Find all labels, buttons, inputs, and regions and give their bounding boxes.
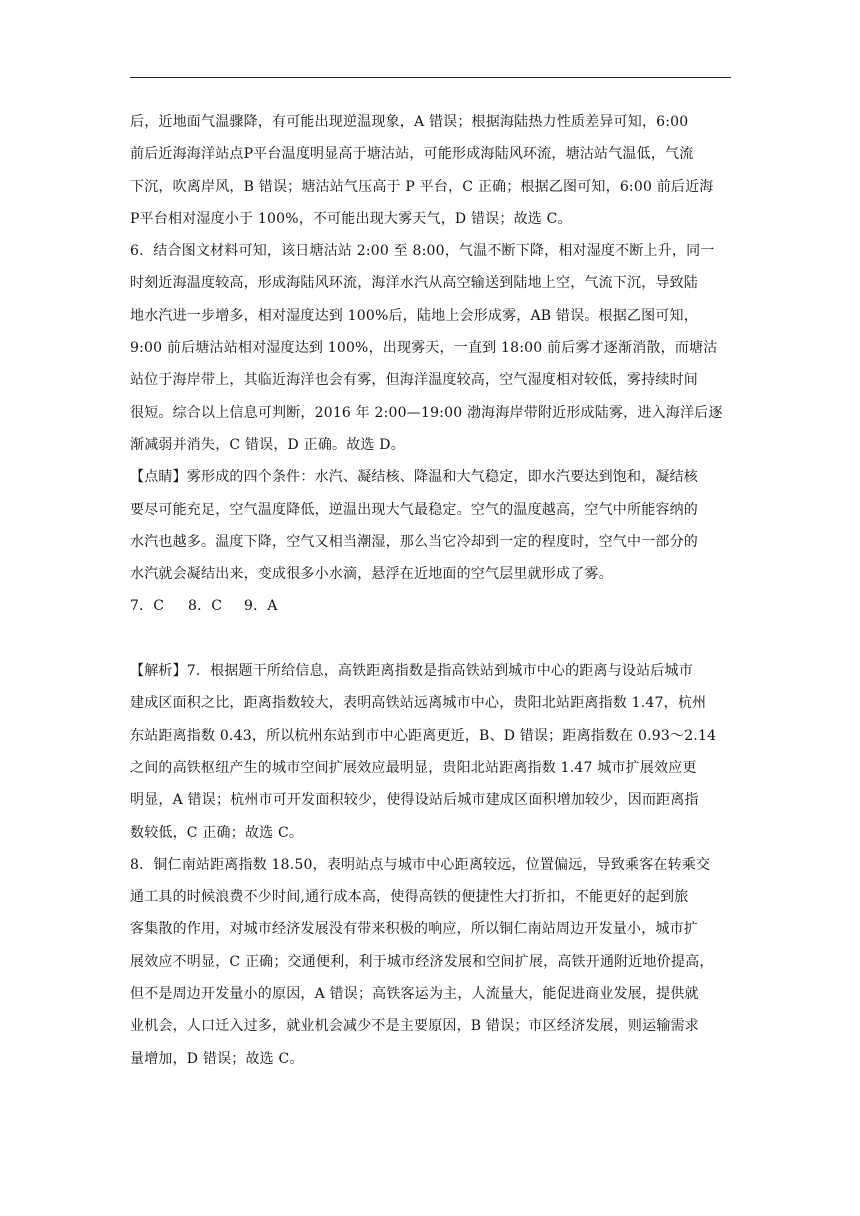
paragraph-line: 水汽也越多。温度下降，空气又相当潮湿，那么当它冷却到一定的程度时，空气中一部分的 [130,533,698,550]
paragraph-line: 9:00 前后塘沽站相对湿度达到 100%，出现雾天，一直到 18:00 前后雾才逐渐消散，而塘沽 [130,340,718,357]
paragraph-line: 渐减弱并消失，C 错误，D 正确。故选 D。 [130,436,405,453]
paragraph-line: 通工具的时候浪费不少时间,通行成本高，使得高铁的便捷性大打折扣，不能更好的起到旅 [130,889,689,906]
paragraph-line: 建成区面积之比，距离指数较大，表明高铁站远离城市中心，贵阳北站距离指数 1.47，杭州 [130,695,707,712]
paragraph-line: 水汽就会凝结出来，变成很多小水滴，悬浮在近地面的空气层里就形成了雾。 [130,566,613,583]
paragraph-line: 要尽可能充足，空气温度降低，逆温出现大气最稳定。空气的温度越高，空气中所能容纳的 [130,501,698,518]
paragraph-line: 东站距离指数 0.43，所以杭州东站到市中心距离更近，B、D 错误；距离指数在 0.93～2.14 [130,727,717,744]
paragraph-line: 之间的高铁枢纽产生的城市空间扩展效应最明显，贵阳北站距离指数 1.47 城市扩展效应更 [130,759,697,776]
paragraph-line: 很短。综合以上信息可判断，2016 年 2:00—19:00 渤海海岸带附近形成陆雾，进入海洋后逐 [130,404,723,421]
blank-line [130,623,731,655]
answer-explanation-text [130,106,731,1075]
paragraph-line: 前后近海海洋站点P平台温度明显高于塘沽站，可能形成海陆风环流，塘沽站气温低，气流 [130,146,694,163]
answer-7: 7．C [130,598,165,615]
answer-8: 8．C [188,598,223,615]
paragraph-line: 明显，A 错误；杭州市可开发面积较少，使得设站后城市建成区面积增加较少，因而距离指 [130,792,699,809]
paragraph-line: 下沉，吹离岸风，B 错误；塘沽站气压高于 P 平台，C 正确；根据乙图可知，6:00 前后近海 [130,178,714,195]
paragraph-line: 时刻近海温度较高，形成海陆风环流，海洋水汽从高空输送到陆地上空，气流下沉，导致陆 [130,275,698,292]
paragraph-line: 8．铜仁南站距离指数 18.50，表明站点与城市中心距离较远，位置偏远，导致乘客在转乘交 [130,856,711,873]
paragraph-line: 站位于海岸带上，其临近海洋也会有雾，但海洋温度较高，空气湿度相对较低，雾持续时间 [130,372,698,389]
paragraph-line: 量增加，D 错误；故选 C。 [130,1050,304,1067]
paragraph-line: 但不是周边开发量小的原因，A 错误；高铁客运为主，人流量大，能促进商业发展，提供就 [130,986,699,1003]
paragraph-line: 【点睛】雾形成的四个条件：水汽、凝结核、降温和大气稳定，即水汽要达到饱和，凝结核 [130,469,698,486]
paragraph-line: 地水汽进一步增多，相对湿度达到 100%后，陆地上会形成雾，AB 错误。根据乙图可知， [130,307,698,324]
paragraph-line: 数较低，C 正确；故选 C。 [130,824,304,841]
answer-key-line [130,590,731,622]
header-divider [130,77,731,78]
paragraph-line: 业机会，人口迁入过多，就业机会减少不是主要原因，B 错误；市区经济发展，则运输需求 [130,1018,699,1035]
paragraph-line: 客集散的作用，对城市经济发展没有带来积极的响应，所以铜仁南站周边开发量小，城市扩 [130,921,698,938]
paragraph-line: 6．结合图文材料可知，该日塘沽站 2:00 至 8:00，气温不断下降，相对湿度不断上升，同一 [130,243,715,260]
paragraph-line: P平台相对湿度小于 100%，不可能出现大雾天气，D 错误；故选 C。 [130,210,572,227]
answer-9: 9．A [244,598,278,615]
paragraph-line: 【解析】7．根据题干所给信息，高铁距离指数是指高铁站到城市中心的距离与设站后城市 [130,663,693,680]
paragraph-line: 后，近地面气温骤降，有可能出现逆温现象，A 错误；根据海陆热力性质差异可知，6:00 [130,114,689,130]
paragraph-line: 展效应不明显，C 正确；交通便利，利于城市经济发展和空间扩展，高铁开通附近地价提高， [130,953,714,970]
